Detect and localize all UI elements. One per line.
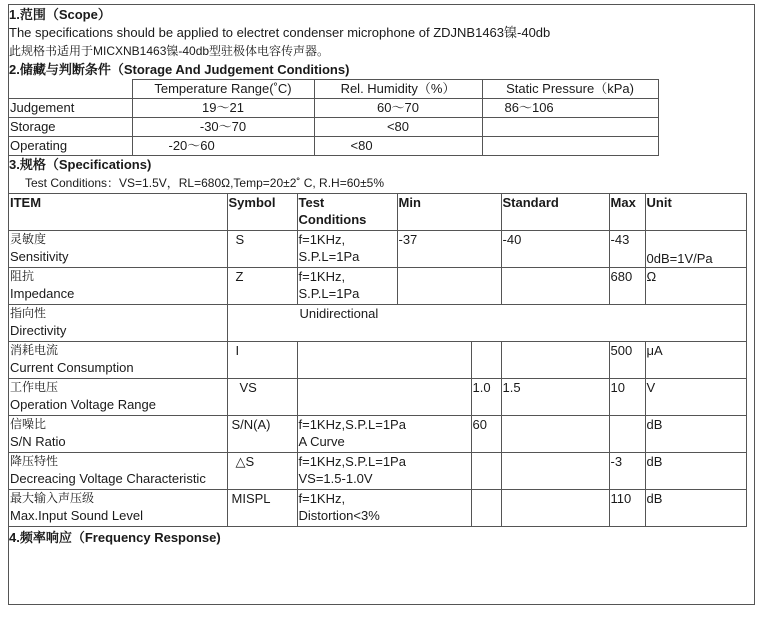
unit-cell: dB (645, 453, 746, 490)
symbol-cell: S/N(A) (227, 416, 297, 453)
scope-heading: 1.范围（Scope） (9, 7, 111, 22)
max-header: Max (609, 194, 645, 231)
spec-page (8, 4, 755, 605)
item-cell (9, 231, 227, 268)
item-name-en: Impedance (10, 286, 75, 301)
item-cell (9, 453, 227, 490)
pressure-header: Static Pressure（kPa) (482, 80, 658, 99)
table-row (9, 137, 658, 156)
item-name-en: Sensitivity (10, 249, 69, 264)
condition-line2: S.P.L=1Pa (298, 286, 360, 301)
item-name-cn: 工作电压 (10, 380, 59, 394)
unit-cell: dB (645, 490, 746, 527)
item-header: ITEM (9, 194, 227, 231)
symbol-cell: S (227, 231, 297, 268)
standard-cell (501, 490, 609, 527)
item-cell (9, 268, 227, 305)
table-header-row (9, 194, 746, 231)
conditions-cell (297, 453, 471, 490)
min-cell (471, 342, 501, 379)
standard-header: Standard (501, 194, 609, 231)
standard-cell (501, 268, 609, 305)
condition-line1: f=1KHz, (298, 232, 346, 247)
table-row (9, 118, 658, 137)
item-name-cn: 灵敏度 (10, 232, 47, 246)
test-header-line1: Test (298, 195, 325, 210)
max-cell: -43 (609, 231, 645, 268)
unit-header: Unit (645, 194, 746, 231)
pressure-value (482, 118, 658, 137)
min-cell: -37 (397, 231, 501, 268)
min-cell (397, 268, 501, 305)
item-name-cn: 消耗电流 (10, 343, 59, 357)
conditions-cell (297, 268, 397, 305)
unit-cell: Ω (645, 268, 746, 305)
table-row (9, 342, 746, 379)
item-name-en: S/N Ratio (10, 434, 66, 449)
item-name-en: Current Consumption (10, 360, 134, 375)
humidity-header: Rel. Humidity（%） (314, 80, 482, 99)
empty-header-cell (9, 80, 132, 99)
table-row (9, 231, 746, 268)
item-name-cn: 最大输入声压级 (10, 491, 95, 505)
table-row (9, 490, 746, 527)
max-cell: -3 (609, 453, 645, 490)
temperature-value: -20～60 (132, 137, 314, 156)
test-conditions-header (297, 194, 397, 231)
symbol-cell: VS (227, 379, 297, 416)
min-cell: 60 (471, 416, 501, 453)
row-label: Storage (9, 118, 132, 137)
item-cell (9, 342, 227, 379)
table-row (9, 305, 746, 342)
item-cell (9, 416, 227, 453)
humidity-value: 60～70 (314, 99, 482, 118)
min-cell: 1.0 (471, 379, 501, 416)
condition-line2: Distortion<3% (298, 508, 380, 523)
standard-cell (501, 416, 609, 453)
max-cell: 10 (609, 379, 645, 416)
condition-line1: f=1KHz, (298, 491, 346, 506)
pressure-value: 86～106 (482, 99, 658, 118)
storage-conditions-table (9, 79, 659, 156)
unit-cell: V (645, 379, 746, 416)
min-cell (471, 453, 501, 490)
scope-chinese-line: 此规格书适用于MICXNB1463镍-40db型驻极体电容传声器。 (9, 44, 330, 58)
item-cell (9, 379, 227, 416)
condition-line2: S.P.L=1Pa (298, 249, 360, 264)
table-row (9, 453, 746, 490)
test-header-line2: Conditions (298, 212, 367, 227)
max-cell (609, 416, 645, 453)
temperature-header: Temperature Range(˚C) (132, 80, 314, 99)
item-name-cn: 降压特性 (10, 454, 59, 468)
specs-heading: 3.规格（Specifications) (9, 157, 152, 172)
symbol-cell: Z (227, 268, 297, 305)
temperature-value: 19～21 (132, 99, 314, 118)
symbol-header: Symbol (227, 194, 297, 231)
directivity-value: Unidirectional (227, 305, 746, 342)
temperature-value: -30～70 (132, 118, 314, 137)
standard-cell (501, 453, 609, 490)
pressure-value (482, 137, 658, 156)
test-conditions-line: Test Conditions：VS=1.5V，RL=680Ω,Temp=20±2˚ C, R.H=60±5% (25, 176, 384, 190)
humidity-value: <80 (314, 118, 482, 137)
condition-line2: A Curve (298, 434, 345, 449)
table-row (9, 379, 746, 416)
conditions-cell (297, 379, 471, 416)
condition-line1: f=1KHz,S.P.L=1Pa (298, 454, 406, 469)
min-header: Min (397, 194, 501, 231)
table-row (9, 99, 658, 118)
humidity-value: <80 (314, 137, 482, 156)
unit-cell: 0dB=1V/Pa (645, 231, 746, 268)
symbol-cell: △S (227, 453, 297, 490)
row-label: Operating (9, 137, 132, 156)
min-cell (471, 490, 501, 527)
item-name-cn: 信噪比 (10, 417, 47, 431)
scope-english-line: The specifications should be applied to electret condenser microphone of ZDJNB1463镍-40db (9, 25, 551, 40)
storage-heading: 2.储藏与判断条件（Storage And Judgement Conditions) (9, 62, 350, 77)
frequency-response-heading: 4.频率响应（Frequency Response) (9, 530, 221, 545)
condition-line1: f=1KHz, (298, 269, 346, 284)
table-row (9, 268, 746, 305)
standard-cell: 1.5 (501, 379, 609, 416)
table-header-row (9, 80, 658, 99)
symbol-cell: I (227, 342, 297, 379)
row-label: Judgement (9, 99, 132, 118)
conditions-cell (297, 342, 471, 379)
specifications-table (9, 193, 747, 527)
conditions-cell (297, 490, 471, 527)
condition-line2: VS=1.5-1.0V (298, 471, 373, 486)
table-row (9, 416, 746, 453)
unit-cell: dB (645, 416, 746, 453)
max-cell: 110 (609, 490, 645, 527)
item-name-cn: 指向性 (10, 306, 47, 320)
conditions-cell (297, 231, 397, 268)
item-cell (9, 490, 227, 527)
max-cell: 680 (609, 268, 645, 305)
symbol-cell: MISPL (227, 490, 297, 527)
item-name-en: Max.Input Sound Level (10, 508, 143, 523)
unit-cell: μA (645, 342, 746, 379)
item-name-en: Directivity (10, 323, 67, 338)
standard-cell (501, 342, 609, 379)
item-name-en: Decreacing Voltage Characteristic (10, 471, 206, 486)
conditions-cell (297, 416, 471, 453)
item-cell (9, 305, 227, 342)
item-name-en: Operation Voltage Range (10, 397, 156, 412)
max-cell: 500 (609, 342, 645, 379)
item-name-cn: 阻抗 (10, 269, 35, 283)
standard-cell: -40 (501, 231, 609, 268)
condition-line1: f=1KHz,S.P.L=1Pa (298, 417, 406, 432)
